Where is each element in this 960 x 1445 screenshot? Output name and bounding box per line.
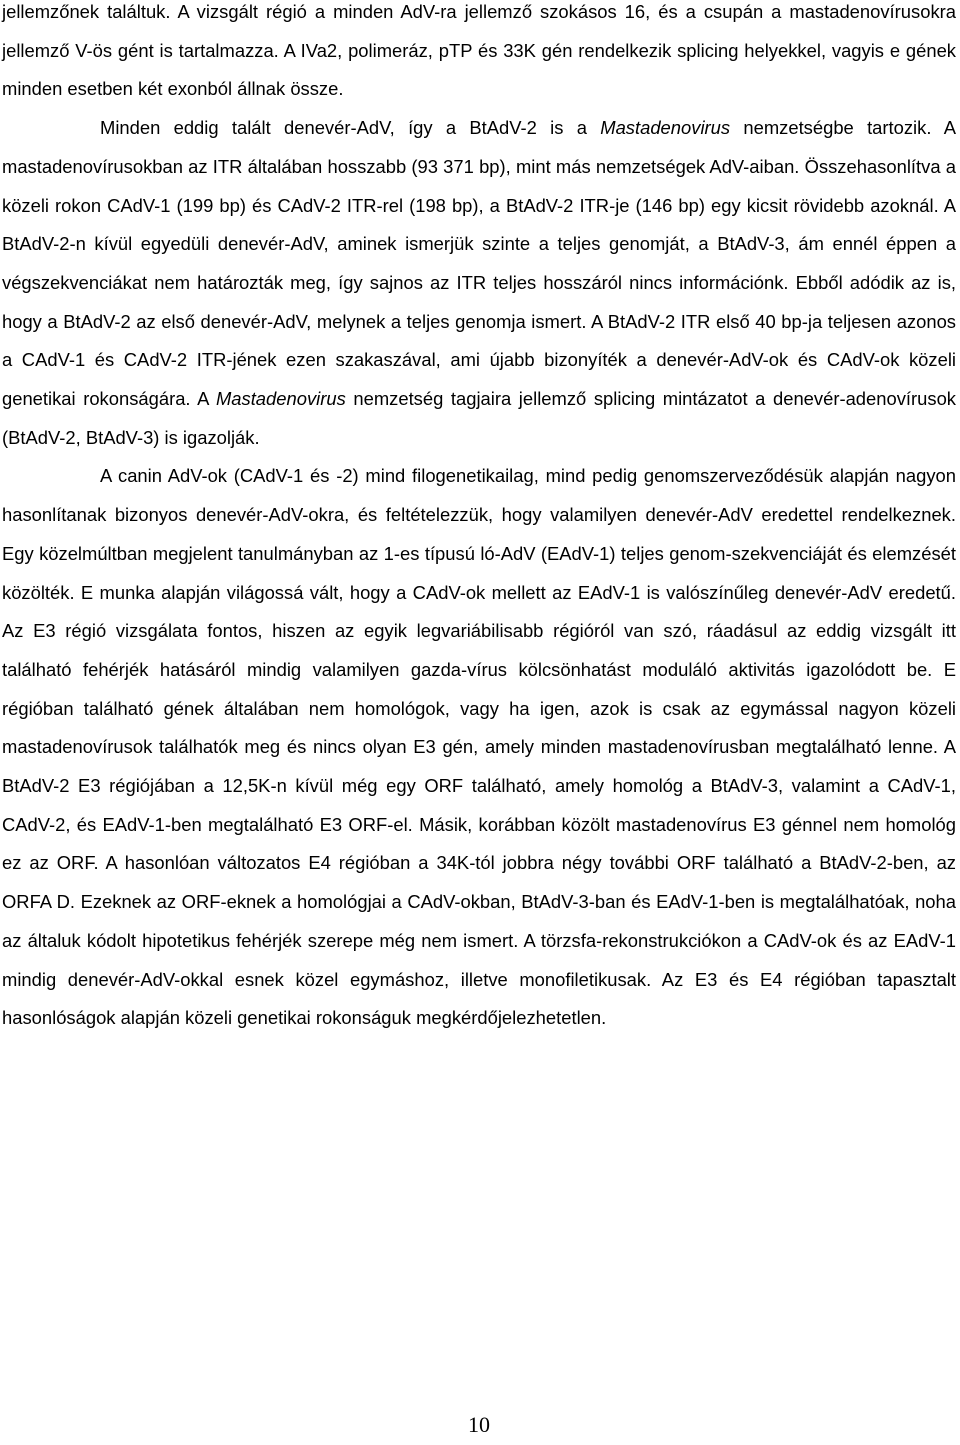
page-number: 10 [468, 1412, 490, 1437]
paragraph-2-text-a: Minden eddig talált denevér-AdV, így a BtAdV-2 is a [100, 117, 601, 139]
paragraph-2-text-c: nemzetség tagjaira jellemző splicing mintázatot a denevér-adenovírusok (BtAdV-2, BtAdV-3) is igazolják. [2, 388, 956, 448]
document-page [2, 0, 956, 1445]
paragraph-2 [2, 109, 956, 457]
paragraph-3 [2, 457, 956, 1038]
paragraph-2-text-b: nemzetségbe tartozik. A mastadenovírusokban az ITR általában hosszabb (93 371 bp), mint más nemzetségek AdV-aiban. Összehasonlítva a közeli rokon CAdV-1 (199 bp) és CAdV-2 ITR-rel (198 bp), a BtAdV-2 ITR-je (146 bp) egy kicsit rövidebb azoknál. A BtAdV-2-n kívül egyedüli denevér-AdV, aminek ismerjük szinte a teljes genomját, a BtAdV-3, ám ennél éppen a végszekvenciákat nem határozták meg, így sajnos az ITR teljes hosszáról nincs információnk. Ebből adódik az is, hogy a BtAdV-2 az első denevér-AdV, melynek a teljes genomja ismert. A BtAdV-2 ITR első 40 bp-ja teljesen azonos a CAdV-1 és CAdV-2 ITR-jének ezen szakaszával, ami újabb bizonyíték a denevér-AdV-ok és CAdV-ok közeli genetikai rokonságára. A [2, 117, 956, 410]
paragraph-1 [2, 0, 956, 109]
paragraph-1-text: jellemzőnek találtuk. A vizsgált régió a minden AdV-ra jellemző szokásos 16, és a csupán a mastadenovírusokra jellemző V-ös gént is tartalmazza. A IVa2, polimeráz, pTP és 33K gén rendelkezik splicing helyekkel, vagyis e gének minden esetben két exonból állnak össze. [2, 1, 956, 100]
paragraph-3-text: A canin AdV-ok (CAdV-1 és -2) mind filogenetikailag, mind pedig genomszerveződésük alapján nagyon hasonlítanak bizonyos denevér-AdV-okra, és feltételezzük, hogy valamilyen denevér-AdV eredettel rendelkeznek. Egy közelmúltban megjelent tanulmányban az 1-es típusú ló-AdV (EAdV-1) teljes genom-szekvenciáját és elemzését közölték. E munka alapján világossá vált, hogy a CAdV-ok mellett az EAdV-1 is valószínűleg denevér-AdV eredetű. Az E3 régió vizsgálata fontos, hiszen az egyik legvariábilisabb régióról van szó, ráadásul az eddig vizsgált itt található fehérjék hatásáról mindig valamilyen gazda-vírus kölcsönhatást moduláló aktivitás igazolódott be. E régióban található gének általában nem homológok, vagy ha igen, azok is csak az egymással nagyon közeli mastadenovírusok találhatók meg és nincs olyan E3 gén, amely minden mastadenovírusban megtalálható lenne. A BtAdV-2 E3 régiójában a 12,5K-n kívül még egy ORF található, amely homológ a BtAdV-3, valamint a CAdV-1, CAdV-2, és EAdV-1-ben megtalálható E3 ORF-el. Másik, korábban közölt mastadenovírus E3 génnel nem homológ ez az ORF. A hasonlóan változatos E4 régióban a 34K-tól jobbra négy további ORF található a BtAdV-2-ben, az ORFA D. Ezeknek az ORF-eknek a homológjai a CAdV-okban, BtAdV-3-ban és EAdV-1-ben is megtalálhatóak, noha az általuk kódolt hipotetikus fehérjék szerepe még nem ismert. A törzsfa-rekonstrukciókon a CAdV-ok és az EAdV-1 mindig denevér-AdV-okkal esnek közel egymáshoz, illetve monofiletikusak. Az E3 és E4 régióban tapasztalt hasonlóságok alapján közeli genetikai rokonságuk megkérdőjelezhetetlen. [2, 465, 956, 1029]
genus-name-italic: Mastadenovirus [600, 117, 731, 139]
genus-name-italic: Mastadenovirus [215, 388, 346, 410]
